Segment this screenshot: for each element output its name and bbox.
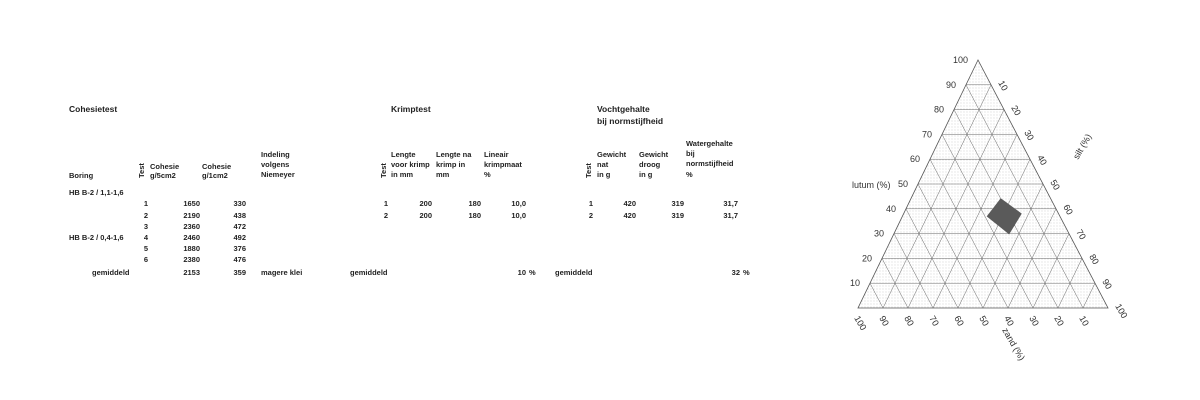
- table-cell: 180: [468, 211, 481, 220]
- table-cell: 2360: [183, 222, 200, 231]
- tick-label: 100: [1113, 302, 1130, 321]
- tick-label: 70: [927, 314, 941, 328]
- tick-label: 20: [1009, 103, 1023, 118]
- col-water-l4: %: [686, 170, 693, 179]
- col-indeling-l3: Niemeyer: [261, 170, 295, 179]
- tick-label: 20: [861, 253, 872, 264]
- col-len-before-l3: in mm: [391, 170, 414, 179]
- tick-label: 10: [1077, 314, 1091, 328]
- table-cell: 2380: [183, 255, 200, 264]
- table-cell: 438: [233, 211, 246, 220]
- table-cell: 476: [233, 255, 246, 264]
- tick-label: 40: [885, 203, 896, 214]
- col-len-before-l2: voor krimp: [391, 160, 430, 169]
- tick-label: 80: [933, 104, 944, 115]
- tick-label: 70: [921, 129, 932, 140]
- avg-value: 10: [517, 268, 526, 277]
- col-wet-l1: Gewicht: [597, 150, 627, 159]
- table-cell: 2: [588, 211, 593, 220]
- avg-label: gemiddeld: [555, 268, 593, 277]
- table-cell: 2190: [183, 211, 200, 220]
- avg-unit: %: [743, 268, 750, 277]
- avg-value: 32: [731, 268, 740, 277]
- shrink-title: Krimptest: [391, 104, 431, 114]
- tick-label: 40: [1035, 153, 1049, 167]
- tick-label: 30: [1027, 314, 1041, 328]
- table-cell: 1: [588, 199, 593, 208]
- tick-label: 50: [977, 314, 991, 328]
- table-cell: 180: [468, 199, 481, 208]
- col-len-after-l1: Lengte na: [436, 150, 472, 159]
- bottom-axis-label: zand (%): [1000, 326, 1027, 363]
- tick-label: 10: [996, 78, 1010, 93]
- col-dry-l3: in g: [639, 170, 653, 179]
- col-dry-l2: droog: [639, 160, 661, 169]
- tick-label: 70: [1074, 227, 1088, 242]
- col-cohesie5-l1: Cohesie: [150, 162, 180, 171]
- table-cell: 420: [623, 211, 636, 220]
- table-cell: 319: [671, 199, 684, 208]
- table-cell: 1: [143, 199, 148, 208]
- left-axis-label: lutum (%): [852, 180, 891, 190]
- group-label: HB B-2 / 1,1-1,6: [69, 188, 124, 197]
- moisture-title-l1: Vochtgehalte: [597, 104, 650, 114]
- moisture-title-l2: bij normstijfheid: [597, 116, 664, 126]
- col-wet-l2: nat: [597, 160, 609, 169]
- table-cell: 376: [233, 244, 246, 253]
- table-cell: 2: [383, 211, 388, 220]
- table-cell: 200: [419, 199, 432, 208]
- table-cell: 492: [233, 233, 246, 242]
- col-water-l1: Watergehalte: [686, 139, 733, 148]
- group-label: HB B-2 / 0,4-1,6: [69, 233, 124, 242]
- table-cell: 472: [233, 222, 246, 231]
- tick-label: 90: [877, 314, 891, 328]
- col-len-before-l1: Lengte: [391, 150, 416, 159]
- avg-label: gemiddeld: [350, 268, 388, 277]
- table-cell: 31,7: [723, 199, 738, 208]
- tick-label: 100: [952, 55, 968, 65]
- col-test: Test: [137, 163, 146, 178]
- col-dry-l1: Gewicht: [639, 150, 669, 159]
- avg-value: 359: [233, 268, 246, 277]
- table-cell: 6: [143, 255, 148, 264]
- cohesion-title: Cohesietest: [69, 104, 118, 114]
- table-cell: 330: [233, 199, 246, 208]
- col-linear-l2: krimpmaat: [484, 160, 522, 169]
- tick-label: 10: [849, 278, 860, 289]
- table-cell: 10,0: [511, 199, 526, 208]
- table-cell: 3: [143, 222, 148, 231]
- col-linear-l3: %: [484, 170, 491, 179]
- col-indeling-l2: volgens: [261, 160, 290, 169]
- tick-label: 40: [1002, 314, 1016, 328]
- tick-label: 80: [902, 314, 916, 328]
- table-cell: 4: [143, 233, 148, 242]
- tick-label: 60: [1061, 202, 1075, 217]
- right-axis-label: silt (%): [1071, 132, 1094, 161]
- tick-label: 20: [1052, 314, 1066, 328]
- tick-label: 100: [852, 314, 869, 333]
- table-cell: 319: [671, 211, 684, 220]
- col-linear-l1: Lineair: [484, 150, 509, 159]
- col-cohesie5-l2: g/5cm2: [150, 171, 176, 180]
- tick-label: 50: [1048, 178, 1062, 192]
- table-cell: 1650: [183, 199, 200, 208]
- table-cell: 10,0: [511, 211, 526, 220]
- col-len-after-l2: krimp in: [436, 160, 466, 169]
- col-wet-l3: in g: [597, 170, 611, 179]
- col-len-after-l3: mm: [436, 170, 450, 179]
- tick-label: 60: [909, 154, 920, 165]
- table-cell: 2: [143, 211, 148, 220]
- table-cell: 5: [143, 244, 148, 253]
- col-test: Test: [584, 163, 593, 178]
- tick-label: 90: [1100, 277, 1114, 291]
- table-cell: 2460: [183, 233, 200, 242]
- avg-value: 2153: [183, 268, 200, 277]
- col-cohesie1-l2: g/1cm2: [202, 171, 228, 180]
- col-indeling-l1: Indeling: [261, 150, 290, 159]
- table-cell: 31,7: [723, 211, 738, 220]
- soil-texture-triangle: [830, 40, 1200, 380]
- tick-label: 60: [952, 314, 966, 328]
- tick-label: 80: [1087, 252, 1101, 267]
- col-cohesie1-l1: Cohesie: [202, 162, 232, 171]
- table-cell: 1880: [183, 244, 200, 253]
- table-cell: 200: [419, 211, 432, 220]
- table-cell: 1: [383, 199, 388, 208]
- col-water-l2: bij: [686, 149, 695, 158]
- col-boring: Boring: [69, 171, 94, 180]
- avg-class: magere klei: [261, 268, 303, 277]
- col-water-l3: normstijfheid: [686, 159, 734, 168]
- tick-label: 50: [897, 179, 908, 189]
- table-cell: 420: [623, 199, 636, 208]
- tick-label: 90: [945, 79, 956, 90]
- col-test: Test: [379, 163, 388, 178]
- avg-unit: %: [529, 268, 536, 277]
- tick-label: 30: [1022, 128, 1036, 143]
- tick-label: 30: [873, 228, 884, 239]
- avg-label: gemiddeld: [92, 268, 130, 277]
